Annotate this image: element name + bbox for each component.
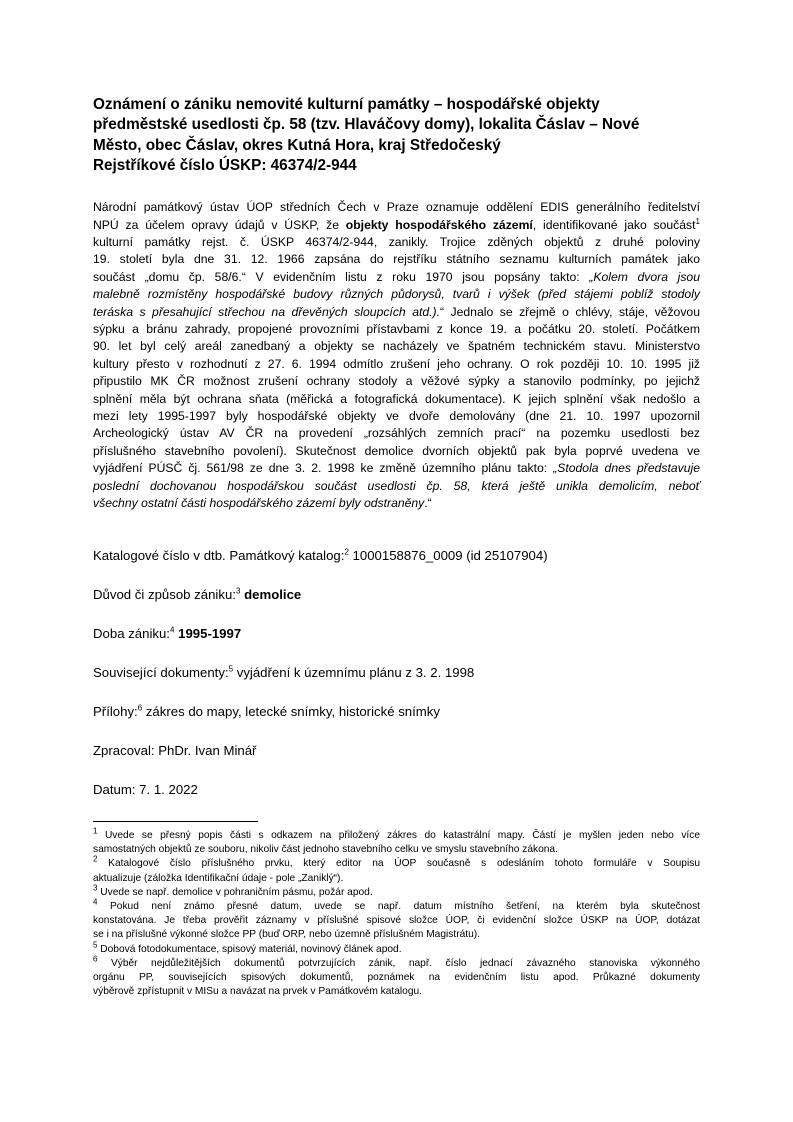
- footnote-number: 4: [93, 897, 98, 907]
- paragraph-line: [93, 425, 700, 442]
- quote-text: malebně rozmístěny hospodářské budovy různých půdorysů, tvarů i výšek (před stájemi poblíž stodoly: [93, 287, 700, 302]
- field-value: zákres do mapy, letecké snímky, historické snímky: [142, 704, 440, 719]
- footnote-line: aktualizuje (záložka Identifikační údaje - pole „Zaniklý“).: [93, 872, 344, 884]
- text: Dobová fotodokumentace, spisový materiál, novinový článek apod.: [97, 943, 402, 955]
- footnote: [93, 883, 700, 900]
- field-value: 1995-1997: [178, 626, 242, 641]
- footnote-ref[interactable]: 6: [137, 703, 143, 713]
- text: sýpku a bránu zahrady, propojené provozními přístavbami z konce 19. a počátku 20. století. Počátkem: [93, 322, 700, 337]
- paragraph-line: [93, 338, 700, 355]
- footnote-number: 2: [93, 855, 98, 865]
- footnote-number: 1: [93, 826, 98, 836]
- document-title: [93, 95, 700, 176]
- field-value: 1000158876_0009 (id 25107904): [348, 548, 548, 563]
- paragraph-line: [93, 234, 700, 251]
- field-label: Související dokumenty:: [93, 665, 229, 680]
- text: .“: [424, 496, 432, 511]
- title-line: předměstské usedlosti čp. 58 (tzv. Hlaváčovy domy), lokalita Čáslav – Nové: [93, 116, 640, 134]
- title-line: Oznámení o zániku nemovité kulturní památky – hospodářské objekty: [93, 96, 600, 113]
- footnote-number: 6: [93, 954, 98, 964]
- text: Uvede se např. demolice v pohraničním pásmu, požár apod.: [97, 886, 373, 898]
- footnote-ref[interactable]: 1: [695, 216, 700, 226]
- registry-number: Rejstříkové číslo ÚSKP: 46374/2-944: [93, 156, 357, 174]
- paragraph-line: [93, 443, 700, 460]
- text: 19. století byla dne 31. 12. 1966 zapsána do rejstříku státního seznamu kulturních památek jako: [93, 252, 700, 267]
- field-value: demolice: [244, 587, 302, 602]
- footnote-ref[interactable]: 3: [235, 586, 241, 596]
- footnote-ref[interactable]: 2: [344, 547, 349, 557]
- footnote: [93, 954, 700, 1000]
- document-page: [93, 95, 701, 998]
- text: splnění měla být ochrana sňata (měřická a fotografická dokumentace). K jejich splnění však nedošlo a: [93, 391, 700, 406]
- paragraph-line: [93, 251, 700, 268]
- footnote-number: 5: [93, 940, 98, 950]
- paragraph-line: [93, 495, 700, 512]
- paragraph-line: [93, 373, 700, 390]
- paragraph-line: [93, 391, 700, 408]
- footnote-line: [93, 954, 700, 971]
- footnote-line: konstatována. Je třeba prověřit záznamy v příslušné spisové složce ÚOP, či evidenční složce ÚSKP na ÚOP, dotázat: [93, 915, 700, 927]
- text: , identifikované jako součást: [532, 217, 696, 232]
- footnote-number: 3: [93, 883, 98, 893]
- footnote-line: výběrově zpřístupnit v MISu a navázat na prvek v Památkovém katalogu.: [93, 986, 422, 998]
- footnote-line: samostatných objektů ze souboru, nikoliv část jednoho stavebního celku ve smyslu stavebního zákona.: [93, 844, 558, 856]
- field-label: Přílohy:: [93, 704, 138, 719]
- text: připustilo MK ČR možnost zrušení ochrany stodoly a věžové sýpky a stanovilo podmínky, po jejichž: [93, 374, 700, 389]
- paragraph-line: [93, 199, 700, 216]
- text: Uvede se přesný popis části s odkazem na přiložený zákres do katastrální mapy. Částí je myšlen jeden nebo více: [97, 830, 700, 841]
- footnote-ref[interactable]: 5: [228, 664, 234, 674]
- text: Výběr nejdůležitějších dokumentů potvrzujících zánik, např. číslo jednací závazného stanoviska výkonného: [97, 957, 700, 969]
- title-line: Město, obec Čáslav, okres Kutná Hora, kraj Středočeský: [93, 136, 501, 154]
- field-label: Důvod či způsob zániku:: [93, 587, 236, 602]
- paragraph-line: [93, 321, 700, 338]
- reason-field: [93, 586, 301, 604]
- text: Pokud není známo přesné datum, uvede se např. datum místního šetření, na kterém byla skutečnost: [97, 901, 700, 913]
- footnote-line: [93, 826, 700, 843]
- field-value: vyjádření k územnímu plánu z 3. 2. 1998: [233, 665, 475, 680]
- attachments-field: [93, 703, 440, 721]
- emphasis-text: objekty hospodářského zázemí: [345, 217, 533, 232]
- paragraph-line: [93, 286, 700, 303]
- footnote-line: [93, 857, 700, 871]
- paragraph-line: [93, 408, 700, 425]
- text: vyjádření PÚSČ čj. 561/98 ze dne 3. 2. 1998 ke změně územního plánu takto:: [93, 461, 554, 476]
- time-field: [93, 625, 241, 643]
- quote-text: všechny ostatní části hospodářského zázemí byly odstraněny: [93, 496, 425, 511]
- text: Katalogové číslo příslušného prvku, který editor na ÚOP současně s odesláním tohoto formuláře v Soupisu: [97, 858, 700, 870]
- main-paragraph: [93, 199, 700, 512]
- footnote-line: [93, 883, 700, 900]
- author-field: Zpracoval: PhDr. Ivan Minář: [93, 743, 257, 758]
- text: kultury přesto v rozhodnutí z 27. 6. 1994 odmítlo zrušení jeho ochrany. O rok později 10. 10. 1995 již: [93, 356, 700, 371]
- paragraph-line: [93, 269, 700, 286]
- footnote: [93, 857, 700, 885]
- paragraph-line: [93, 356, 700, 373]
- footnote-line: orgánu PP, souvisejících spisových dokumentů, poznámek na evidenčním listu apod. Průkazné dokumenty: [93, 972, 700, 984]
- footnote-line: se i na příslušné výkonné složce PP (buď ORP, nebo územně příslušném Magistrátu).: [93, 929, 480, 941]
- field-label: Katalogové číslo v dtb. Památkový katalog:: [93, 548, 345, 563]
- quote-text: „Stodola dnes představuje: [553, 461, 701, 476]
- paragraph-line: [93, 304, 700, 321]
- text: 90. let byl celý areál zanedbaný a objekty se nacházely ve špatném technickém stavu. Ministerstvo: [93, 339, 700, 354]
- field-label: Doba zániku:: [93, 626, 170, 641]
- quote-text: „Kolem dvora jsou: [589, 269, 700, 284]
- footnote: [93, 826, 700, 857]
- footnote-ref[interactable]: 4: [169, 625, 175, 635]
- paragraph-line: [93, 478, 700, 495]
- text: kulturní památky rejst. č. ÚSKP 46374/2-944, zanikly. Trojice zděných objektů z druhé poloviny: [93, 235, 700, 249]
- text: součást „domu čp. 58/6.“ V evidenčním listu z roku 1970 jsou popsány takto:: [93, 269, 590, 284]
- paragraph-line: [93, 217, 700, 234]
- text: mezi lety 1995-1997 byly hospodářské objekty ve dvoře demolovány (dne 21. 10. 1997 upozornil: [93, 409, 700, 424]
- text: příslušného stavebního povolení). Skutečnost demolice dvorních objektů pak byla poprvé uvedena ve: [93, 443, 700, 458]
- footnote-separator: [93, 821, 258, 822]
- footnote-line: [93, 940, 700, 957]
- catalog-number-field: [93, 547, 548, 565]
- quote-text: teráska s přesahující střechou na dřevěných sloupcích atd.).: [93, 304, 440, 319]
- date-field: Datum: 7. 1. 2022: [93, 782, 198, 797]
- footnote: [93, 897, 700, 943]
- text: Národní památkový ústav ÚOP středních Čech v Praze oznamuje oddělení EDIS generálního ředitelství: [93, 200, 700, 215]
- footnote: [93, 940, 700, 957]
- text: Archeologický ústav AV ČR na provedení „rozsáhlých zemních prací“ na pozemku usedlosti bez: [93, 426, 700, 441]
- text: NPÚ za účelem opravy údajů v ÚSKP, že: [93, 217, 346, 232]
- text: “ Jednalo se zřejmě o chlévy, stáje, věžovou: [439, 304, 700, 319]
- footnotes: [93, 826, 700, 999]
- quote-text: poslední dochovanou hospodářskou součást usedlosti čp. 58, která ještě unikla demolicím, neboť: [93, 478, 700, 493]
- footnote-line: [93, 897, 700, 914]
- related-documents-field: [93, 664, 474, 682]
- paragraph-line: [93, 460, 700, 477]
